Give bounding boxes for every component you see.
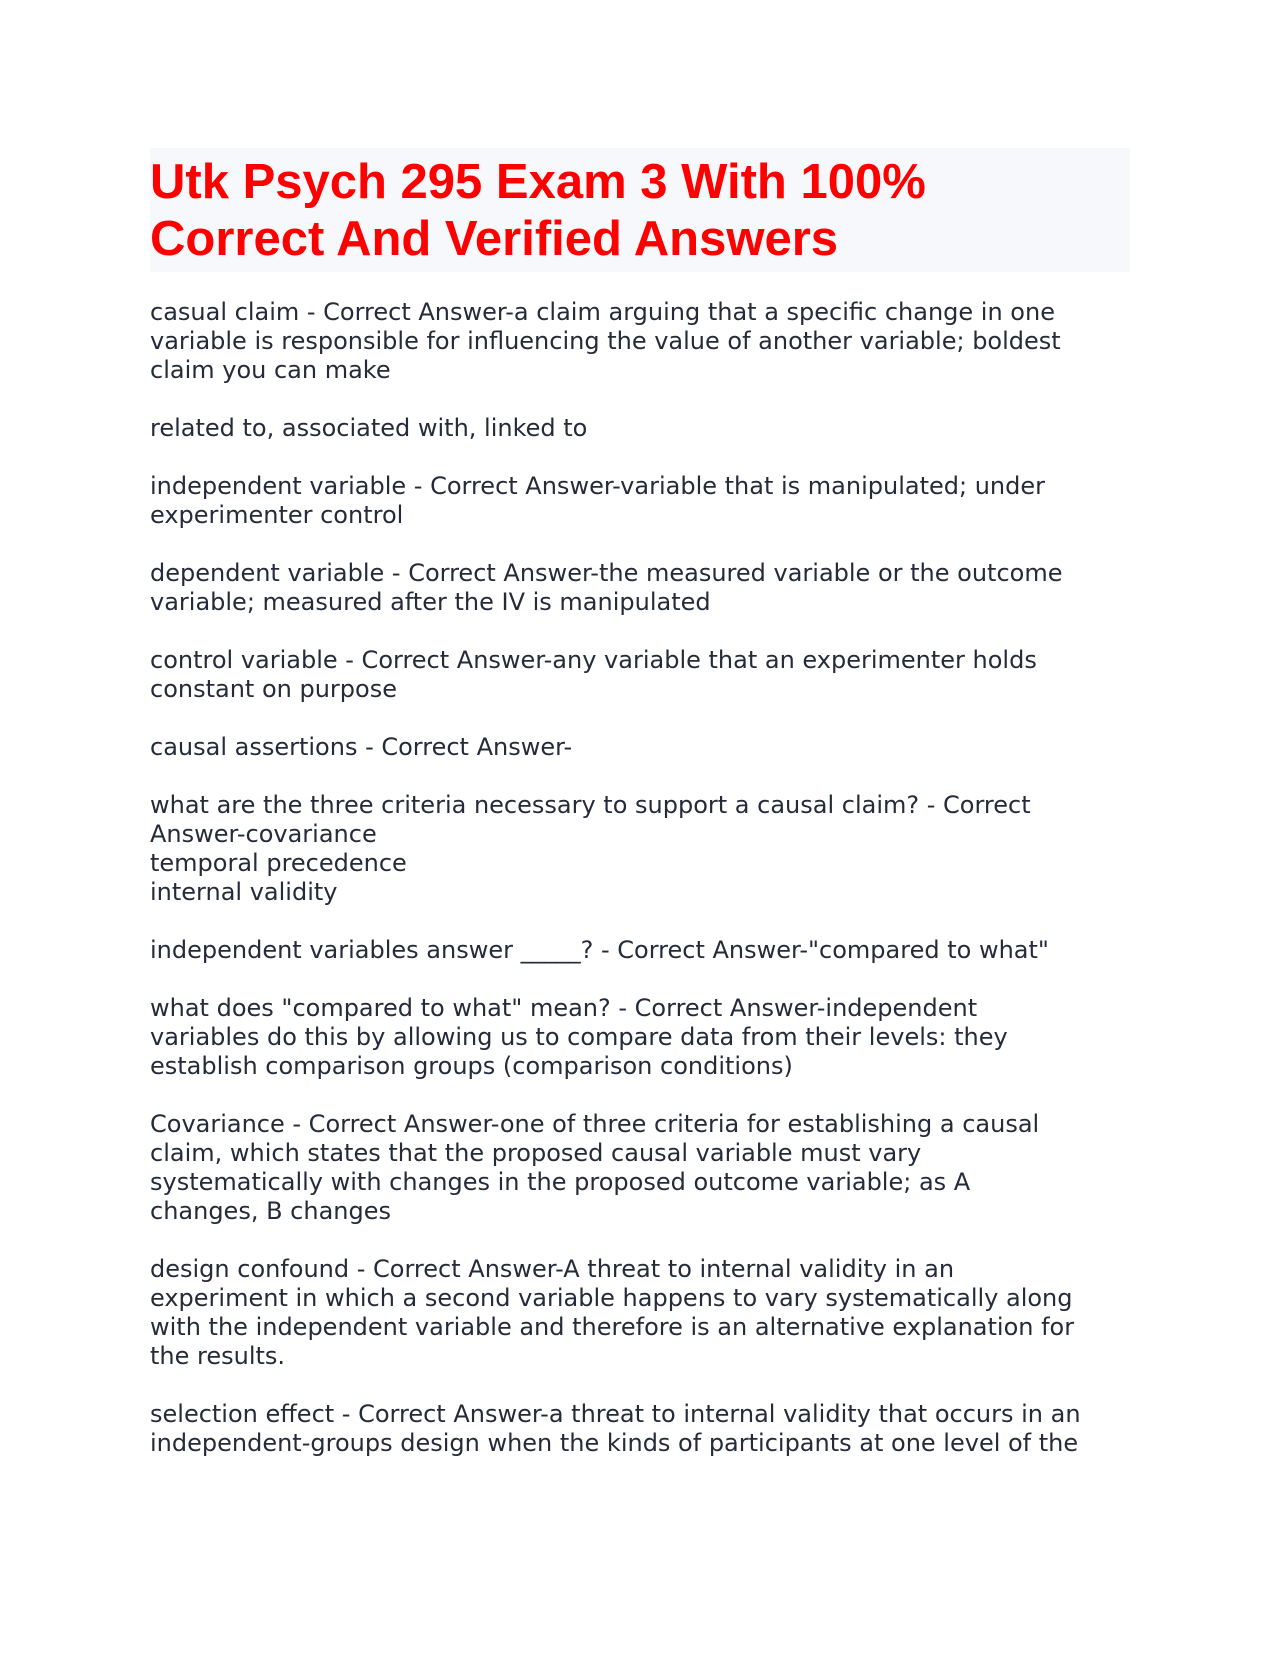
entry-covariance: Covariance - Correct Answer-one of three criteria for establishing a causal claim, which states that the proposed causal variable must vary systematically with changes in the proposed outcome variable; as A changes, B changes (150, 1110, 1040, 1225)
entries-list (150, 298, 1130, 1458)
entry-casual-claim: casual claim - Correct Answer-a claim arguing that a specific change in one variable is responsible for influencing the value of another variable; boldest claim you can make (150, 298, 1061, 384)
entry-compared-to-what: what does "compared to what" mean? - Correct Answer-independent variables do this by allowing us to compare data from their levels: they establish comparison groups (comparison conditions) (150, 994, 1008, 1080)
entry-independent-variable: independent variable - Correct Answer-variable that is manipulated; under experimenter control (150, 472, 1045, 529)
document-page (150, 148, 1130, 1487)
entry-dependent-variable: dependent variable - Correct Answer-the measured variable or the outcome variable; measured after the IV is manipulated (150, 559, 1063, 616)
title-block (150, 148, 1130, 272)
entry-related-to: related to, associated with, linked to (150, 414, 588, 442)
entry-three-criteria: what are the three criteria necessary to support a causal claim? - Correct Answer-covariance temporal precedence internal validity (150, 791, 1031, 906)
document-title: Utk Psych 295 Exam 3 With 100% Correct And Verified Answers (150, 155, 926, 266)
entry-control-variable: control variable - Correct Answer-any variable that an experimenter holds constant on purpose (150, 646, 1037, 703)
entry-causal-assertions: causal assertions - Correct Answer- (150, 733, 573, 761)
entry-design-confound: design confound - Correct Answer-A threat to internal validity in an experiment in which a second variable happens to vary systematically along with the independent variable and therefore is an alternative explanation for the results. (150, 1255, 1075, 1370)
entry-selection-effect: selection effect - Correct Answer-a threat to internal validity that occurs in an independent-groups design when the kinds of participants at one level of the (150, 1400, 1081, 1457)
entry-independent-variables-answer: independent variables answer _____? - Correct Answer-"compared to what" (150, 936, 1049, 964)
